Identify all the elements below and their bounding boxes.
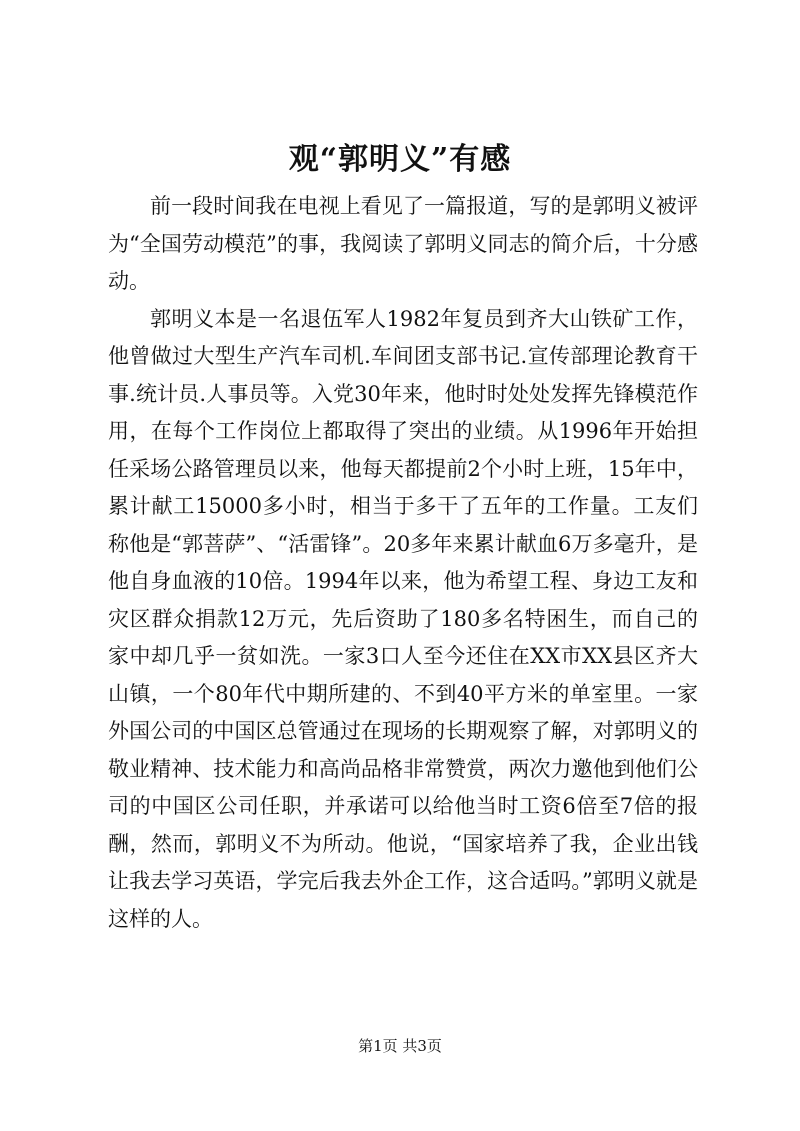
document-body [108, 188, 698, 938]
paragraph-story: 郭明义本是一名退伍军人1982年复员到齐大山铁矿工作，他曾做过大型生产汽车司机.车间团支部书记.宣传部理论教育干事.统计员.人事员等。入党30年来，他时时处处发挥先锋模范作用，在每个工作岗位上都取得了突出的业绩。从1996年开始担任采场公路管理员以来，他每天都提前2个小时上班，15年中，累计献工15000多小时，相当于多干了五年的工作量。工友们称他是“郭菩萨”、“活雷锋”。20多年来累计献血6万多毫升，是他自身血液的10倍。1994年以来，他为希望工程、身边工友和灾区群众捐款12万元，先后资助了180多名特困生，而自己的家中却几乎一贫如洗。一家3口人至今还住在XX市XX县区齐大山镇，一个80年代中期所建的、不到40平方米的单室里。一家外国公司的中国区总管通过在现场的长期观察了解，对郭明义的敬业精神、技术能力和高尚品格非常赞赏，两次力邀他到他们公司的中国区公司任职，并承诺可以给他当时工资6倍至7倍的报酬，然而，郭明义不为所动。他说，“国家培养了我，企业出钱让我去学习英语，学完后我去外企工作，这合适吗。”郭明义就是这样的人。 [108, 306, 698, 931]
document-title: 观“郭明义”有感 [288, 142, 512, 177]
paragraph-intro: 前一段时间我在电视上看见了一篇报道，写的是郭明义被评为“全国劳动模范”的事，我阅读了郭明义同志的简介后，十分感动。 [108, 194, 698, 293]
page-footer: 第1页 共3页 [358, 1037, 442, 1055]
